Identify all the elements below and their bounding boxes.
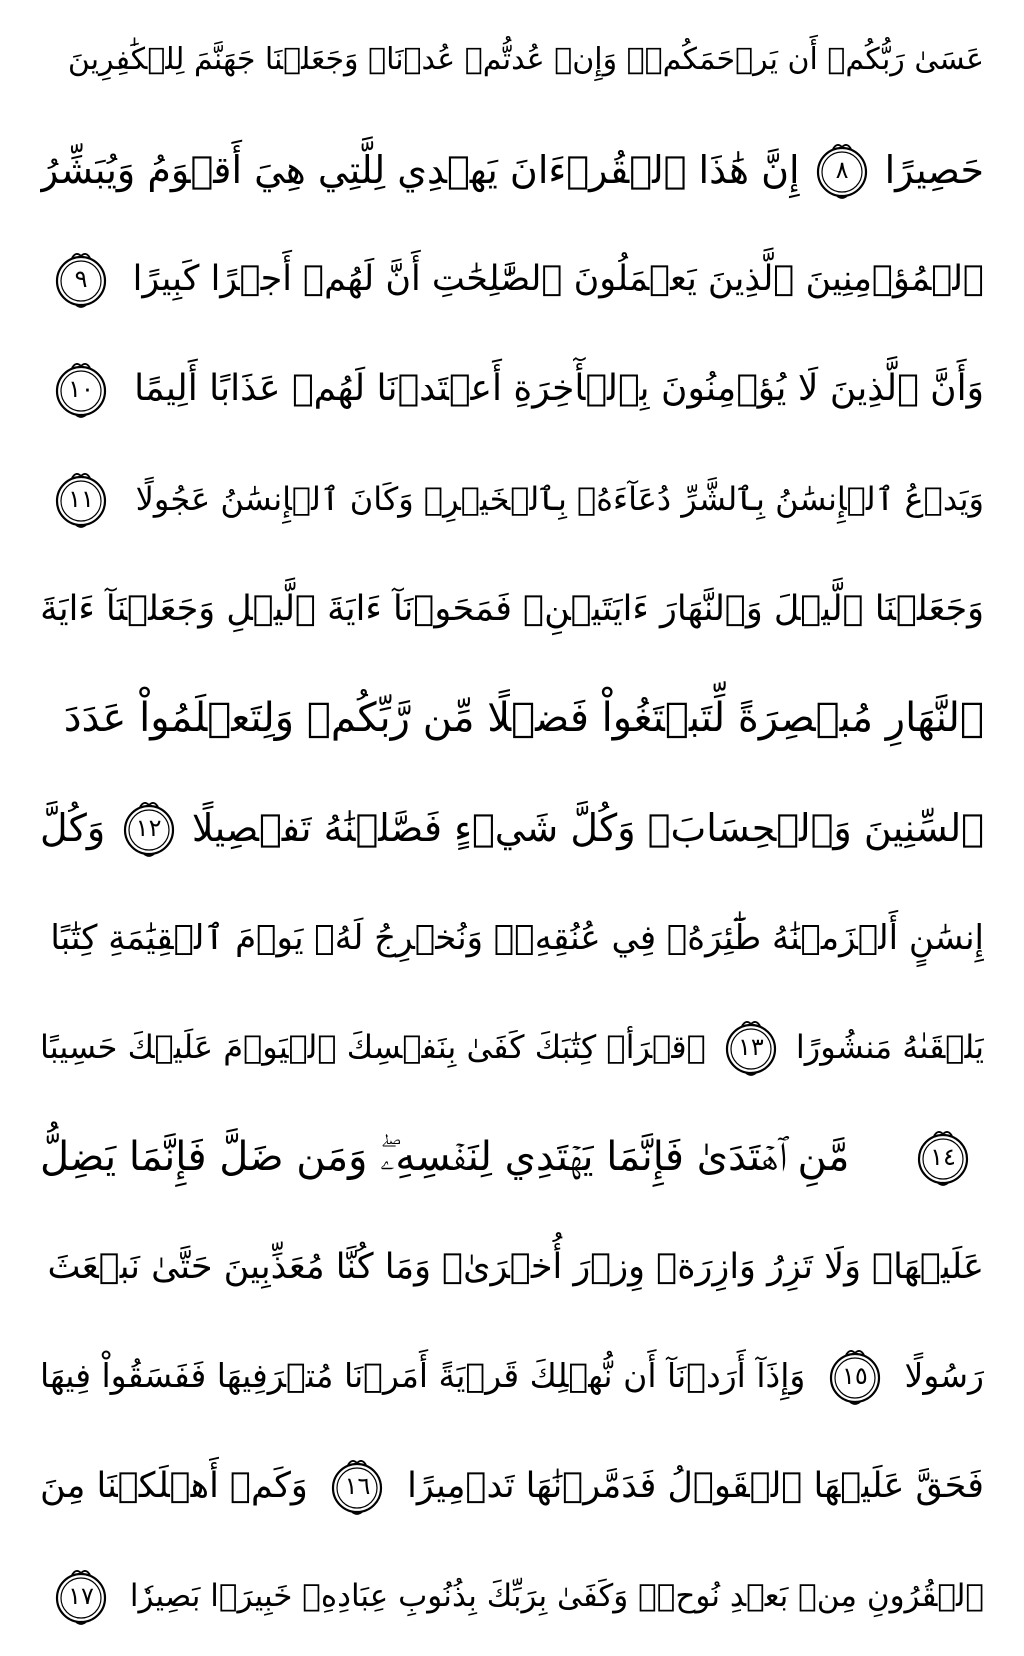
- ayah-number: ١٠: [68, 375, 94, 404]
- ayah-end-marker: [912, 1126, 974, 1188]
- verse-text: عَلَيۡهَاۚ وَلَا تَزِرُ وَازِرَةٞ وِزۡرَ أُخۡرَىٰۗ وَمَا كُنَّا مُعَذِّبِينَ حَتَّىٰ نَبۡعَثَ: [47, 1246, 984, 1287]
- text-line: [40, 343, 984, 435]
- quran-text-lines: [40, 14, 984, 1642]
- text-line: [40, 892, 984, 984]
- verse-text: رَسُولًا: [904, 1356, 984, 1396]
- ayah-number: ١٣: [737, 1033, 764, 1062]
- verse-text: إِنَّ هَٰذَا ٱلۡقُرۡءَانَ يَهۡدِي لِلَّتِي هِيَ أَقۡوَمُ وَيُبَشِّرُ: [40, 147, 800, 192]
- ayah-number: ١٦: [344, 1472, 371, 1501]
- verse-text: ٱلنَّهَارِ مُبۡصِرَةً لِّتَبۡتَغُواْ فَضۡلًا مِّن رَّبِّكُمۡ وَلِتَعۡلَمُواْ عَدَدَ: [63, 695, 984, 742]
- verse-text: عَسَىٰ رَبُّكُمۡ أَن يَرۡحَمَكُمۡۚ وَإِنۡ عُدتُّمۡ عُدۡنَاۚ وَجَعَلۡنَا جَهَنَّمَ لِلۡكَٰفِرِينَ: [67, 42, 984, 77]
- text-line: [40, 1550, 984, 1642]
- text-line: [40, 1111, 984, 1203]
- verse-text: وَكَمۡ أَهۡلَكۡنَا مِنَ: [40, 1466, 308, 1507]
- ayah-number: ٩: [74, 265, 88, 294]
- text-line: [40, 1221, 984, 1313]
- text-line: [40, 782, 984, 874]
- verse-text: ٱقۡرَأۡ كِتَٰبَكَ كَفَىٰ بِنَفۡسِكَ ٱلۡيَوۡمَ عَلَيۡكَ حَسِيبًا: [40, 1028, 706, 1067]
- ayah-end-marker: [50, 1565, 112, 1627]
- verse-text: حَصِيرًا: [884, 147, 984, 192]
- ayah-end-marker: [118, 797, 180, 859]
- ayah-end-marker: [720, 1016, 782, 1078]
- verse-text: وَكُلَّ: [40, 805, 106, 850]
- text-line: [40, 1001, 984, 1093]
- verse-text: ٱلۡمُؤۡمِنِينَ ٱلَّذِينَ يَعۡمَلُونَ ٱلصَّٰلِحَٰتِ أَنَّ لَهُمۡ أَجۡرًا كَبِيرًا: [132, 259, 984, 300]
- ayah-end-marker: [824, 1345, 886, 1407]
- ayah-end-marker: [50, 248, 112, 310]
- verse-text: مَّنِ ٱهۡتَدَىٰ فَإِنَّمَا يَهۡتَدِي لِنَفۡسِهِۦۖ وَمَن ضَلَّ فَإِنَّمَا يَضِلُّ: [40, 1134, 850, 1181]
- text-line: [40, 1330, 984, 1422]
- text-line: [40, 233, 984, 325]
- verse-text: يَلۡقَىٰهُ مَنشُورًا: [795, 1028, 984, 1067]
- ayah-number: ١٥: [842, 1362, 868, 1391]
- ayah-number: ١٢: [135, 813, 162, 842]
- ayah-end-marker: [326, 1455, 388, 1517]
- ayah-end-marker: [50, 358, 112, 420]
- ayah-number: ١٧: [68, 1581, 94, 1610]
- text-line: [40, 14, 984, 106]
- text-line: [40, 563, 984, 655]
- ayah-end-marker: [811, 139, 873, 201]
- verse-text: وَجَعَلۡنَا ٱلَّيۡلَ وَٱلنَّهَارَ ءَايَتَيۡنِۖ فَمَحَوۡنَآ ءَايَةَ ٱلَّيۡلِ وَجَعَلۡنَآ ءَايَةَ: [40, 588, 984, 629]
- text-line: [40, 124, 984, 216]
- verse-text: فَحَقَّ عَلَيۡهَا ٱلۡقَوۡلُ فَدَمَّرۡنَٰهَا تَدۡمِيرًا: [407, 1466, 984, 1507]
- verse-text: وَإِذَآ أَرَدۡنَآ أَن نُّهۡلِكَ قَرۡيَةً أَمَرۡنَا مُتۡرَفِيهَا فَفَسَقُواْ فِيهَا: [40, 1356, 806, 1396]
- verse-text: ٱلسِّنِينَ وَٱلۡحِسَابَۚ وَكُلَّ شَيۡءٍ فَصَّلۡنَٰهُ تَفۡصِيلًا: [191, 805, 984, 850]
- ayah-number: ٨: [835, 155, 849, 184]
- text-line: [40, 453, 984, 545]
- ayah-number: ١٤: [930, 1143, 956, 1172]
- verse-text: وَأَنَّ ٱلَّذِينَ لَا يُؤۡمِنُونَ بِٱلۡأٓخِرَةِ أَعۡتَدۡنَا لَهُمۡ عَذَابًا أَلِيمًا: [134, 368, 984, 410]
- ayah-end-marker: [50, 468, 112, 530]
- ayah-number: ١١: [68, 484, 94, 513]
- text-line: [40, 672, 984, 764]
- verse-text: وَيَدۡعُ ٱلۡإِنسَٰنُ بِٱلشَّرِّ دُعَآءَهُۥ بِٱلۡخَيۡرِۖ وَكَانَ ٱلۡإِنسَٰنُ عَجُولًا: [135, 479, 984, 518]
- verse-text: ٱلۡقُرُونِ مِنۢ بَعۡدِ نُوحٖۗ وَكَفَىٰ بِرَبِّكَ بِذُنُوبِ عِبَادِهِۦ خَبِيرَۢا بَصِيرٗا: [129, 1577, 984, 1614]
- verse-text: إِنسَٰنٍ أَلۡزَمۡنَٰهُ طَٰٓئِرَهُۥ فِي عُنُقِهِۦۖ وَنُخۡرِجُ لَهُۥ يَوۡمَ ٱلۡقِيَٰمَةِ كِتَٰبًا: [50, 917, 984, 958]
- text-line: [40, 1440, 984, 1532]
